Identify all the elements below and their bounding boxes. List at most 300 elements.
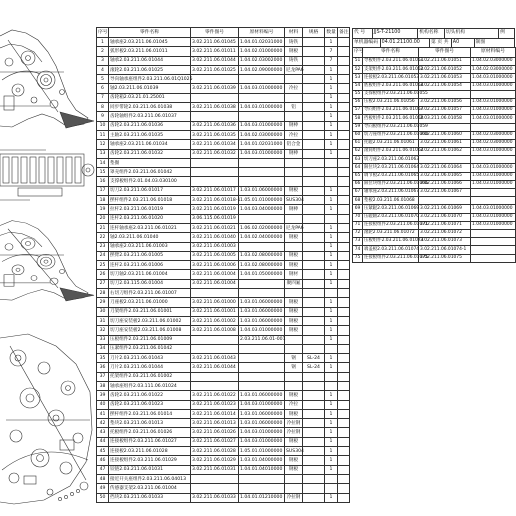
table-row	[97, 93, 350, 102]
cell-drawing-no: 3.02.211.06.01018-1	[191, 196, 239, 205]
table-row	[97, 326, 350, 335]
cell-index: 51	[353, 58, 363, 66]
cell-drawing-no: 3.02.211.06.01003	[191, 242, 239, 251]
table-row	[97, 493, 350, 502]
cell-material: 尼龙PA6	[285, 223, 303, 232]
cell-drawing-no	[191, 381, 239, 390]
cell-material	[285, 344, 303, 353]
cell-drawing-no	[191, 112, 239, 121]
table-row	[97, 419, 350, 428]
cell-drawing-no	[191, 93, 239, 102]
cell-remark	[338, 363, 350, 372]
cell-drawing-no	[191, 75, 239, 84]
cell-material: 聚四氟	[285, 279, 303, 288]
cell-drawing-no: 3.02.211.06.01039	[191, 84, 239, 93]
cell-part-name: 切刀座组件2.03.211.06.01060	[363, 131, 419, 139]
cell-stock-no: 1.04.03.01000000	[471, 82, 516, 90]
cell-remark	[338, 140, 350, 149]
table-row	[353, 180, 516, 188]
cell-part-name: 切刀座安装板2.03.211.06.01002	[109, 316, 191, 325]
table-row	[353, 131, 516, 139]
cell-quantity: 1	[325, 391, 338, 400]
table-row	[97, 437, 350, 446]
cell-part-name: 压紧组件2.03.211.06.01042	[109, 344, 191, 353]
cell-drawing-no: 3.02.211.06.01053	[419, 74, 471, 82]
cell-index: 29	[97, 298, 109, 307]
cell-index: 11	[97, 130, 109, 139]
cell-stock-no	[471, 90, 516, 98]
cell-remark	[338, 214, 350, 223]
cell-remark	[338, 307, 350, 316]
cell-drawing-no: 3.02.211.06.01069	[419, 205, 471, 213]
table-row	[97, 186, 350, 195]
cell-quantity	[325, 474, 338, 483]
cell-index: 65	[353, 172, 363, 180]
cell-part-name: 齿轮2.03.211.06.01032	[109, 149, 191, 158]
cell-index: 54	[353, 82, 363, 90]
cell-stock-no: 1.04.03.01000000	[239, 84, 285, 93]
cell-index: 56	[353, 98, 363, 106]
table-row	[97, 298, 350, 307]
drawing-rect	[60, 440, 74, 450]
cell-part-name: 接近开关座组件2.03.211.06.04013	[109, 474, 191, 483]
parts-list-table	[96, 27, 350, 503]
cell-part-name: 滚轮2.03.211.06.01025	[109, 65, 191, 74]
cell-drawing-no: 3.02.211.06.01029	[191, 456, 239, 465]
table-row	[97, 391, 350, 400]
cell-spec	[303, 130, 325, 139]
cell-quantity: 1	[325, 270, 338, 279]
cell-stock-no: 1.03.01.06000000	[239, 419, 285, 428]
cell-index: 49	[97, 484, 109, 493]
cell-drawing-no: 3.02.211.06.01025	[191, 65, 239, 74]
cell-stock-no: 1.04.01.02031000	[239, 140, 285, 149]
cell-spec	[303, 177, 325, 186]
cell-stock-no	[239, 214, 285, 223]
cell-drawing-no	[419, 197, 471, 205]
cell-material	[285, 93, 303, 102]
cell-part-name: 轴承座2.03.211.06.01034	[109, 140, 191, 149]
cell-drawing-no: 3.02.211.06.01064	[419, 164, 471, 172]
cell-remark	[338, 400, 350, 409]
cell-stock-no: 1.04.03.01000000	[471, 74, 516, 82]
cell-spec	[303, 289, 325, 298]
cell-remark	[338, 381, 350, 390]
cell-stock-no: 1.04.03.01000000	[239, 103, 285, 112]
cell-index: 6	[97, 84, 109, 93]
drawing-rect	[21, 157, 27, 183]
cell-drawing-no: 3.02.211.06.01066	[419, 180, 471, 188]
cell-spec	[303, 437, 325, 446]
cell-part-name: 传感器支架2.03.211.06.01004	[109, 484, 191, 493]
cell-material: 钢板	[285, 47, 303, 56]
cell-index: 67	[353, 189, 363, 197]
drawing-circle	[26, 394, 34, 402]
cell-stock-no	[239, 363, 285, 372]
table-row	[97, 484, 350, 493]
cell-part-name: 铰链2.03.211.06.01031	[109, 465, 191, 474]
cell-part-name: 滚轮2.03.211.06.01072	[363, 229, 419, 237]
cell-part-name: 主轴2.03.211.06.01035	[109, 130, 191, 139]
cell-drawing-no: 3.02.211.06.01033	[191, 493, 239, 502]
cell-part-name: 滚筒组件2.03.211.06.01062	[363, 148, 419, 156]
cell-stock-no: 1.03.01.04000000	[239, 456, 285, 465]
cell-stock-no: 1.03.01.06000000	[239, 186, 285, 195]
cell-drawing-no: 3.02.211.06.01067	[419, 189, 471, 197]
cell-drawing-no: 3.02.211.06.01074-1	[419, 246, 471, 254]
cell-quantity: 1	[325, 103, 338, 112]
table-row	[97, 428, 350, 437]
cell-part-name: 支撑板组件2.01.04.03.030100	[109, 177, 191, 186]
cell-drawing-no: 3.02.211.06.01052	[419, 66, 471, 74]
cell-part-name: 罩壳组件2.03.211.06.01042	[109, 168, 191, 177]
cell-material	[285, 474, 303, 483]
sheet-size: A0	[452, 39, 475, 48]
unit-code: 04.01.21100.00	[381, 39, 430, 48]
cell-part-name: 刀座板2.03.211.06.01000	[109, 298, 191, 307]
drawing-circle	[37, 455, 44, 462]
cell-index: 23	[97, 242, 109, 251]
cell-part-name: 摆臂2.03.211.06.01005	[109, 251, 191, 260]
cell-drawing-no: 3.06.115.06.01019	[191, 214, 239, 223]
cell-part-name: 端盖板2.03.211.06.01074	[363, 246, 419, 254]
table-row	[97, 38, 350, 47]
cell-material	[285, 112, 303, 121]
table-row	[97, 168, 350, 177]
page-label: 第 页 共	[430, 39, 452, 48]
cell-index: 12	[97, 140, 109, 149]
cell-stock-no: 1.04.01.04010000	[239, 465, 285, 474]
table-row	[353, 221, 516, 229]
cell-drawing-no	[419, 156, 471, 164]
cell-drawing-no: 3.02.211.06.01036	[191, 121, 239, 130]
cell-spec	[303, 261, 325, 270]
cell-spec	[303, 251, 325, 260]
cell-material: 钢板	[285, 326, 303, 335]
table-row	[353, 156, 516, 164]
cell-material: 冷拉钢	[285, 419, 303, 428]
cell-part-name: 弧形板2.03.211.06.01011	[109, 47, 191, 56]
cell-part-name: 压紧辊2.03.211.06.01069	[363, 205, 419, 213]
cell-part-name: 垫板2.03.211.06.01068	[363, 197, 419, 205]
table-row	[97, 130, 350, 139]
cell-remark	[338, 56, 350, 65]
table-row	[353, 205, 516, 213]
cell-material: 冷拉钢	[285, 428, 303, 437]
cell-stock-no	[239, 168, 285, 177]
cell-material: 钢板	[285, 465, 303, 474]
cell-drawing-no: 3.02.211.06.01014	[191, 409, 239, 418]
cell-material: 尼龙PA6	[285, 65, 303, 74]
cell-quantity: 1	[325, 316, 338, 325]
cell-index: 71	[353, 221, 363, 229]
cell-stock-no: 1.03.01.06000000	[239, 307, 285, 316]
cell-remark	[338, 316, 350, 325]
cell-part-name: 切刀2.03.115.06.01004	[109, 279, 191, 288]
cell-part-name: 连接板组件2.03.211.06.01075	[363, 254, 419, 262]
cell-remark	[338, 75, 350, 84]
cell-part-name: 拉杆2.03.211.06.01019	[109, 205, 191, 214]
table-row	[353, 172, 516, 180]
cell-quantity	[325, 177, 338, 186]
cell-part-name: 轴2.03.211.06.01039	[109, 84, 191, 93]
cell-part-name: 托架组件2.03.211.06.01002	[109, 372, 191, 381]
cell-quantity: 1	[325, 326, 338, 335]
cell-material: 钢板	[285, 233, 303, 242]
table-row	[353, 58, 516, 66]
cell-part-name: 托板组件2.03.211.06.01026	[109, 428, 191, 437]
cell-index: 17	[97, 186, 109, 195]
cell-material	[285, 335, 303, 344]
cell-part-name: 连接板2.03.211.06.01053	[363, 74, 419, 82]
table-row	[97, 56, 350, 65]
cell-index: 68	[353, 197, 363, 205]
cell-remark	[338, 484, 350, 493]
cell-quantity: 1	[325, 205, 338, 214]
cell-drawing-no: 3.02.211.06.01038	[191, 103, 239, 112]
cell-drawing-no: 3.02.211.06.01027	[191, 437, 239, 446]
cell-drawing-no: 3.02.211.06.01044	[191, 56, 239, 65]
cell-part-name: 连杆2.03.211.06.01006	[109, 261, 191, 270]
cell-drawing-no	[191, 372, 239, 381]
table-row	[97, 474, 350, 483]
drawing-circle	[64, 495, 67, 498]
cell-part-name: 托辊2.03.211.06.01061	[363, 139, 419, 147]
cell-spec	[303, 149, 325, 158]
cell-index: 32	[97, 326, 109, 335]
header-remark: 备注	[338, 28, 350, 38]
cell-part-name: 导向板组件2.03.211.06.01059	[363, 123, 419, 131]
cell-remark	[338, 251, 350, 260]
cell-index: 50	[97, 493, 109, 502]
cell-stock-no	[471, 197, 516, 205]
cell-stock-no: 1.04.02.09000000	[239, 65, 285, 74]
cell-remark	[338, 233, 350, 242]
drawing-rect	[48, 157, 54, 183]
cell-stock-no	[239, 381, 285, 390]
cell-stock-no: 1.06.02.02000000	[239, 223, 285, 232]
cell-stock-no: 1.04.02.04000000	[239, 233, 285, 242]
cell-stock-no	[239, 354, 285, 363]
cell-spec	[303, 93, 325, 102]
header-stock-no: 原材料编号	[239, 28, 285, 38]
cell-stock-no: 1.05.01.01000000	[239, 196, 285, 205]
cell-remark	[338, 354, 350, 363]
cell-stock-no: 1.05.01.01000000	[239, 447, 285, 456]
cell-drawing-no: 3.02.211.06.01065	[419, 172, 471, 180]
cell-remark	[338, 47, 350, 56]
drawing-rect	[0, 154, 84, 186]
cell-part-name: 刀片2.03.211.06.01043	[109, 354, 191, 363]
cell-remark	[338, 279, 350, 288]
cell-spec	[303, 456, 325, 465]
cell-material: 铸铁	[285, 38, 303, 47]
header-drawing-no: 零件图号	[191, 28, 239, 38]
cell-drawing-no: 3.02.211.06.01032	[191, 149, 239, 158]
table-row	[353, 115, 516, 123]
cell-material: 冷拉钢	[285, 493, 303, 502]
cell-material: SUS304	[285, 447, 303, 456]
table-row	[97, 223, 350, 232]
table-row	[353, 164, 516, 172]
cell-part-name: 连接板组件2.03.211.06.01027	[109, 437, 191, 446]
cell-part-name: 轴承座组件2.03.111.06.01024	[109, 381, 191, 390]
cell-part-name: 垫块2.03.211.06.01013	[109, 419, 191, 428]
cell-quantity: 1	[325, 38, 338, 47]
cell-part-name: 导向轴承座组件2.03.211.06.01Q1025	[109, 75, 191, 84]
cell-spec	[303, 103, 325, 112]
table-row	[97, 205, 350, 214]
cell-part-name: 导板组件2.03.211.06.01051	[363, 58, 419, 66]
cell-part-name: 支撑板组件2.03.211.06.01055	[363, 90, 419, 98]
cell-quantity: 1	[325, 186, 338, 195]
cell-part-name: 齿轮2.03.211.06.01023	[109, 400, 191, 409]
cell-spec	[303, 205, 325, 214]
cell-spec	[303, 140, 325, 149]
cell-spec	[303, 493, 325, 502]
cell-drawing-no: 3.02.211.06.01044	[191, 363, 239, 372]
cell-remark	[338, 289, 350, 298]
table-row	[97, 214, 350, 223]
cell-part-name: 挡板组件2.03.211.06.01058	[363, 115, 419, 123]
cell-stock-no: 1.03.02.08000000	[239, 261, 285, 270]
cell-drawing-no: 3.02.211.06.01060	[419, 131, 471, 139]
table-row	[97, 112, 350, 121]
cell-stock-no: 1.04.03.01000000	[471, 148, 516, 156]
cell-material	[285, 372, 303, 381]
cell-material: 铝合金	[285, 140, 303, 149]
cell-index: 57	[353, 107, 363, 115]
cell-quantity: 1	[325, 112, 338, 121]
cell-part-name: 切刀座2.03.211.06.01063	[363, 156, 419, 164]
table-row	[97, 140, 350, 149]
table-row	[97, 447, 350, 456]
cell-drawing-no: 3.02.211.06.01031	[191, 465, 239, 474]
cell-part-name: 连接板组件2.03.211.06.01071	[363, 221, 419, 229]
cell-drawing-no: 3.02.211.06.01011	[191, 47, 239, 56]
table-row	[97, 465, 350, 474]
cell-quantity: 1	[325, 140, 338, 149]
title-block	[352, 28, 515, 47]
cell-part-name: 轴承座2.03.211.06.01045	[109, 38, 191, 47]
cell-quantity: 1	[325, 363, 338, 372]
cell-index: 58	[353, 115, 363, 123]
cell-material	[285, 177, 303, 186]
cell-quantity: 1	[325, 298, 338, 307]
cell-part-name: 轴承座2.03.211.06.01003	[109, 242, 191, 251]
table-header-row	[97, 28, 350, 38]
cell-part-name: 导向组件2.03.211.06.01057	[363, 107, 419, 115]
cell-material	[285, 214, 303, 223]
cell-index: 31	[97, 316, 109, 325]
cell-part-name: 轴承2.03.211.06.01044	[109, 56, 191, 65]
header-index: 序号	[353, 48, 363, 58]
drawing-circle	[76, 489, 79, 492]
header-spec: 规格	[303, 28, 325, 38]
cell-spec	[303, 186, 325, 195]
cell-index: 13	[97, 149, 109, 158]
cell-stock-no	[239, 177, 285, 186]
cell-material: 钢	[285, 354, 303, 363]
header-index: 序号	[97, 28, 109, 38]
cell-index: 3	[97, 56, 109, 65]
cell-remark	[338, 130, 350, 139]
cell-index: 27	[97, 279, 109, 288]
cell-stock-no	[471, 156, 516, 164]
cell-drawing-no	[191, 158, 239, 167]
cell-material	[285, 75, 303, 84]
cell-material: 钢棒	[285, 149, 303, 158]
cell-quantity: 1	[325, 465, 338, 474]
cell-material: 钢板	[285, 298, 303, 307]
cell-stock-no: 1.04.03.01000000	[471, 205, 516, 213]
cell-index: 22	[97, 233, 109, 242]
cell-drawing-no: 3.02.211.06.01028	[191, 447, 239, 456]
cell-quantity	[325, 484, 338, 493]
cell-index: 39	[97, 391, 109, 400]
cell-quantity	[325, 372, 338, 381]
cell-drawing-no: 3.02.211.06.01054	[419, 82, 471, 90]
cell-part-name: 同步带轮2.03.211.06.01038	[109, 103, 191, 112]
cell-part-name: 压板组件2.03.211.06.01009	[109, 335, 191, 344]
cell-stock-no	[471, 238, 516, 246]
cell-index: 62	[353, 148, 363, 156]
cell-spec	[303, 335, 325, 344]
cell-remark	[338, 437, 350, 446]
cell-stock-no: 1.04.03.01000000	[239, 149, 285, 158]
cell-remark	[338, 372, 350, 381]
cell-stock-no	[239, 158, 285, 167]
cell-part-name: 轴承座2.03.211.06.01067	[363, 189, 419, 197]
table-row	[353, 66, 516, 74]
table-row	[353, 246, 516, 254]
cell-index: 34	[97, 344, 109, 353]
cell-spec	[303, 344, 325, 353]
cell-quantity: 1	[325, 65, 338, 74]
cell-index: 36	[97, 363, 109, 372]
cell-part-name: 挡块2.03.211.06.01033	[109, 493, 191, 502]
cell-stock-no	[471, 229, 516, 237]
table-row	[97, 84, 350, 93]
table-row	[97, 177, 350, 186]
cell-quantity: 1	[325, 223, 338, 232]
cell-remark	[338, 186, 350, 195]
cell-quantity	[325, 344, 338, 353]
cell-stock-no: 1.04.03.01000000	[471, 172, 516, 180]
cell-part-name: 齿轮轴组件2.03.211.06.01037	[109, 112, 191, 121]
cell-part-name: 切刀轴2.03.211.06.01004	[109, 270, 191, 279]
cell-stock-no: 1.04.03.01000000	[471, 107, 516, 115]
drawing-circle	[60, 462, 72, 474]
drawing-code: JJS-T-21100	[373, 29, 418, 38]
cell-material: SUS304	[285, 196, 303, 205]
cell-remark	[338, 493, 350, 502]
cell-quantity: 1	[325, 428, 338, 437]
cell-index: 46	[97, 456, 109, 465]
drawing-view-detail	[0, 334, 92, 504]
cell-index: 24	[97, 251, 109, 260]
cell-part-name: 齿轮2.03.211.06.01022	[109, 391, 191, 400]
cell-drawing-no: 3.02.211.06.01040	[191, 233, 239, 242]
cell-drawing-no: 3.02.211.06.01051	[419, 58, 471, 66]
cell-remark	[338, 158, 350, 167]
cell-index: 53	[353, 74, 363, 82]
cell-stock-no	[471, 189, 516, 197]
cell-index: 40	[97, 400, 109, 409]
cell-remark	[338, 474, 350, 483]
cell-index: 2	[97, 47, 109, 56]
table-header-row	[353, 48, 516, 58]
